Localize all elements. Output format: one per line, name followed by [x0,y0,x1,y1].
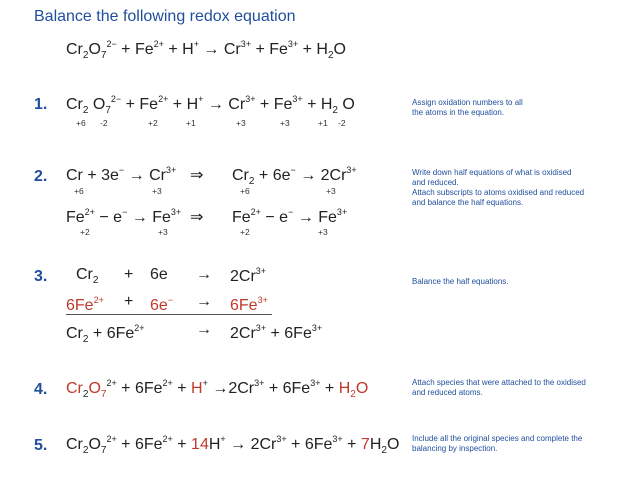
step-1-equation: $Cr_2$ $O_7^{2-} + Fe^{2+} + H^+ \to Cr^{3+} + Fe^{3+} + H_2$ O [66,94,355,116]
ox-cr-product: +3 [326,186,336,196]
implies-arrow: ⇒ [190,167,204,184]
ox-fe-right: +3 [158,227,168,237]
step-4-note: Attach species that were attached to the oxidised and reduced atoms. [412,378,586,397]
step-2-fe-balanced: $Fe^{2+} - e^- \to Fe^{3+}$ [232,207,348,226]
implies-arrow: ⇒ [190,209,204,226]
step-5-note: Include all the original species and complete the balancing by inspection. [412,434,583,453]
electrons-term: 6e [150,266,168,283]
electrons-term: 6e− [150,295,174,314]
plus-sign: + [124,266,134,283]
ox-o-dichromate: -2 [100,118,108,128]
step-4-equation: $Cr_2O_7^{2+} + 6Fe^{2+} + H^+ \to 2Cr^{3+} + 6Fe^{3+} + H_2O$ [66,378,369,400]
page-title: Balance the following redox equation [34,8,296,25]
step-4-number: 4. [34,381,48,398]
plus-sign: + [124,293,134,310]
step-5-equation: $Cr_2O_7^{2+} + 6Fe^{2+} + 14H^+ \to 2Cr^{3+} + 6Fe^{3+} + 7H_2O$ [66,434,400,456]
product-term: $2Cr^{3+}$ [230,266,267,285]
unbalanced-equation: $Cr_2O_7^{2-} + Fe^{2+} + H^+ \to Cr^{3+} + Fe^{3+} + H_2O$ [66,39,346,61]
step-2-fe-half-equation: $Fe^{2+} - e^- \to Fe^{3+}$ [66,207,182,226]
arrow: → [196,293,212,310]
product-term: $6Fe^{3+}$ [230,295,268,314]
ox-cr-dichromate: +6 [76,118,86,128]
ox-fe2-left: +2 [240,227,250,237]
ox-cr2-left: +6 [240,186,250,196]
step-1-number: 1. [34,96,48,113]
step-2-cr-balanced: $Cr_2 + 6e^- \to 2Cr^{3+}$ [232,165,357,187]
step-2-number: 2. [34,168,48,185]
ox-cr-right: +3 [152,186,162,196]
ox-h: +1 [186,118,196,128]
ox-fe-product: +3 [318,227,328,237]
ox-fe2: +2 [148,118,158,128]
step-3-fe-line: $6Fe^{2+}$ [66,295,104,314]
arrow: → [196,266,212,283]
ox-h-water: +1 [318,118,328,128]
sum-divider [66,314,272,315]
product-term: $2Cr^{3+} + 6Fe^{3+}$ [230,323,323,342]
step-1-note: Assign oxidation numbers to all the atoms in the equation. [412,98,523,117]
step-3-combined: $Cr_2 + 6Fe^{2+}$ [66,323,145,345]
arrow: → [196,321,212,338]
ox-cr3: +3 [236,118,246,128]
step-2-note: Write down half equations of what is oxidised and reduced. Attach subscripts to atoms oxidised and reduced and balance the half equations. [412,168,585,207]
step-3-cr-line: $Cr_2$ [76,266,99,286]
step-3-note: Balance the half equations. [412,277,509,286]
ox-cr-left: +6 [74,186,84,196]
step-5-number: 5. [34,437,48,454]
ox-fe3: +3 [280,118,290,128]
step-3-number: 3. [34,268,48,285]
ox-o-water: -2 [338,118,346,128]
ox-fe-left: +2 [80,227,90,237]
step-2-cr-half-equation: $Cr + 3e^- \to Cr^{3+}$ [66,165,177,184]
